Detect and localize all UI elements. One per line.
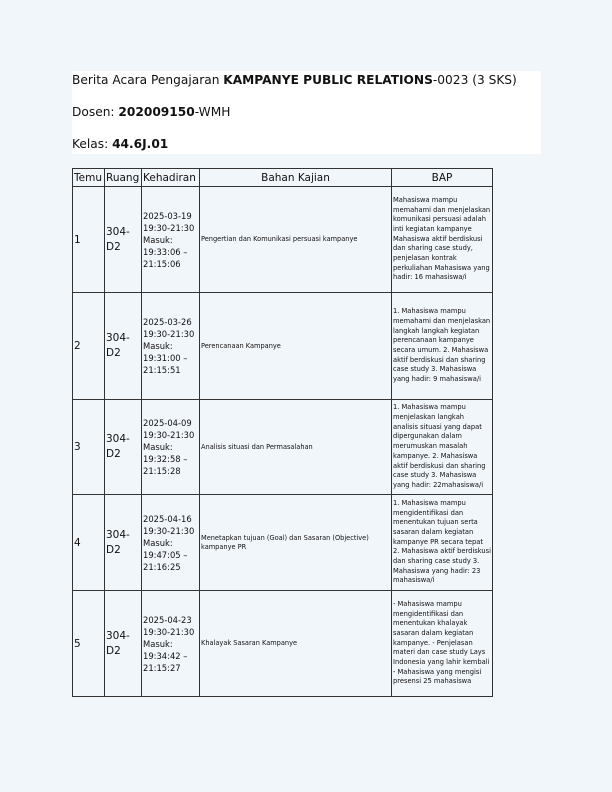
col-header-kehadiran: Kehadiran [142, 169, 200, 187]
cell-ruang: 304- D2 [105, 591, 142, 697]
cell-temu: 4 [73, 495, 105, 591]
cell-bahan-kajian: Khalayak Sasaran Kampanye [200, 591, 392, 697]
cell-kehadiran: 2025-04-09 19:30-21:30 Masuk: 19:32:58 – 21:15:28 [142, 400, 200, 495]
col-header-ruang: Ruang [105, 169, 142, 187]
cell-temu: 5 [73, 591, 105, 697]
col-header-bap: BAP [392, 169, 493, 187]
kelas-value: 44.6J.01 [112, 137, 169, 151]
cell-bap: 1. Mahasiswa mampu memahami dan menjelaskan langkah langkah kegiatan perencanaan kampanye secara umum. 2. Mahasiswa aktif berdiskusi dan sharing case study 3. Mahasiswa yang hadir: 9 mahasiswa/i [392, 293, 493, 400]
course-name: KAMPANYE PUBLIC RELATIONS [223, 73, 433, 87]
col-header-temu: Temu [73, 169, 105, 187]
cell-bap: 1. Mahasiswa mampu menjelaskan langkah analisis situasi yang dapat dipergunakan dalam merumuskan masalah kampanye. 2. Mahasiswa aktif berdiskusi dan sharing case study 3. Mahasiswa yang hadir: 22mahasiswa/i [392, 400, 493, 495]
table-row [73, 591, 493, 697]
cell-ruang: 304- D2 [105, 293, 142, 400]
table-row [73, 495, 493, 591]
cell-ruang: 304- D2 [105, 495, 142, 591]
cell-bap: 1. Mahasiswa mampu mengidentifikasi dan menentukan tujuan serta sasaran dalam kegiatan kampanye PR secara tepat 2. Mahasiswa aktif berdiskusi dan sharing case study 3. Mahasiswa yang hadir: 23 mahasiswa/i [392, 495, 493, 591]
dosen-id: 202009150 [118, 105, 195, 119]
col-header-bahan-kajian: Bahan Kajian [200, 169, 392, 187]
cell-kehadiran: 2025-03-26 19:30-21:30 Masuk: 19:31:00 – 21:15:51 [142, 293, 200, 400]
cell-kehadiran: 2025-04-23 19:30-21:30 Masuk: 19:34:42 – 21:15:27 [142, 591, 200, 697]
dosen-label: Dosen: [72, 105, 119, 119]
cell-bahan-kajian: Pengertian dan Komunikasi persuasi kampanye [200, 187, 392, 293]
table-row [73, 293, 493, 400]
dosen-suffix: -WMH [194, 105, 231, 119]
dosen-line [72, 105, 230, 119]
cell-bap: - Mahasiswa mampu mengidentifikasi dan menentukan khalayak sasaran dalam kegiatan kampanye. - Penjelasan materi dan case study Lays Indonesia yang lahir kembali - Mahasiswa yang mengisi presensi 25 mahasiswa [392, 591, 493, 697]
cell-ruang: 304- D2 [105, 187, 142, 293]
cell-bap: Mahasiswa mampu memahami dan menjelaskan komunikasi persuasi adalah inti kegiatan kampanye Mahasiswa aktif berdiskusi dan sharing case study, penjelasan kontrak perkuliahan Mahasiswa yang hadir: 16 mahasiswa/i [392, 187, 493, 293]
cell-temu: 2 [73, 293, 105, 400]
kelas-line [72, 137, 168, 151]
title-suffix: -0023 (3 SKS) [432, 73, 517, 87]
cell-ruang: 304- D2 [105, 400, 142, 495]
title-prefix: Berita Acara Pengajaran [72, 73, 224, 87]
cell-temu: 3 [73, 400, 105, 495]
cell-kehadiran: 2025-04-16 19:30-21:30 Masuk: 19:47:05 – 21:16:25 [142, 495, 200, 591]
cell-bahan-kajian: Perencanaan Kampanye [200, 293, 392, 400]
cell-kehadiran: 2025-03-19 19:30-21:30 Masuk: 19:33:06 – 21:15:06 [142, 187, 200, 293]
cell-bahan-kajian: Menetapkan tujuan (Goal) dan Sasaran (Objective) kampanye PR [200, 495, 392, 591]
table-row [73, 400, 493, 495]
cell-temu: 1 [73, 187, 105, 293]
kelas-label: Kelas: [72, 137, 113, 151]
bap-table [72, 168, 493, 697]
table-header-row [73, 169, 493, 187]
table-row [73, 187, 493, 293]
cell-bahan-kajian: Analisis situasi dan Permasalahan [200, 400, 392, 495]
document-title [72, 73, 517, 87]
